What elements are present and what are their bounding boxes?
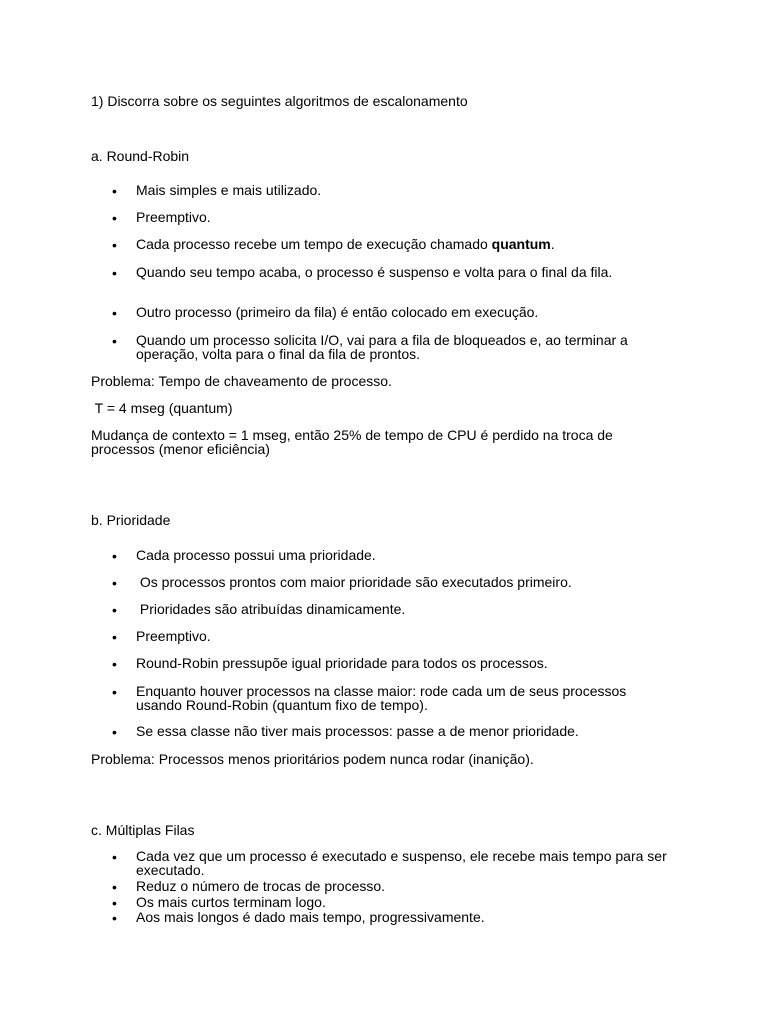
list-item-text: Preemptivo. <box>136 209 211 225</box>
bullet-icon: • <box>112 305 117 321</box>
bullet-icon: • <box>112 183 117 199</box>
bullet-icon: • <box>112 684 117 700</box>
list-item-text: Mais simples e mais utilizado. <box>136 182 322 198</box>
question-title: 1) Discorra sobre os seguintes algoritmos de escalonamento <box>91 93 468 109</box>
quantum-term: quantum <box>491 236 551 252</box>
bullet-icon: • <box>112 879 117 895</box>
list-item-text: Prioridades são atribuídas dinamicamente. <box>136 601 406 617</box>
section-heading-multiplas-filas: c. Múltiplas Filas <box>91 822 195 838</box>
list-item-text-part: . <box>550 236 555 252</box>
list-item-text: Reduz o número de trocas de processo. <box>136 878 386 894</box>
bullet-icon: • <box>112 849 117 865</box>
bullet-icon: • <box>112 333 117 349</box>
bullet-icon: • <box>112 265 117 281</box>
problem-note: Problema: Tempo de chaveamento de processo. <box>91 373 392 389</box>
list-item-text: Round-Robin pressupõe igual prioridade para todos os processos. <box>136 655 548 671</box>
list-item-text: Cada processo possui uma prioridade. <box>136 547 376 563</box>
list-item-text: Cada vez que um processo é executado e suspenso, ele recebe mais tempo para ser executado. <box>136 848 667 878</box>
context-switch-note: Mudança de contexto = 1 mseg, então 25% de tempo de CPU é perdido na troca de processos (menor eficiência) <box>91 427 613 457</box>
list-item-text: Os processos prontos com maior prioridade são executados primeiro. <box>136 574 572 590</box>
list-item-text: Outro processo (primeiro da fila) é então colocado em execução. <box>136 304 539 320</box>
bullet-icon: • <box>112 575 117 591</box>
list-item-text: Preemptivo. <box>136 628 211 644</box>
bullet-icon: • <box>112 656 117 672</box>
list-item-text: Quando um processo solicita I/O, vai para a fila de bloqueados e, ao terminar a operação, volta para o final da fila de prontos. <box>136 332 628 362</box>
bullet-icon: • <box>112 237 117 253</box>
list-item-text: Quando seu tempo acaba, o processo é suspenso e volta para o final da fila. <box>136 264 613 280</box>
list-item-text: Enquanto houver processos na classe maior: rode cada um de seus processos usando Round-Robin (quantum fixo de tempo). <box>136 683 627 713</box>
bullet-icon: • <box>112 724 117 740</box>
bullet-icon: • <box>112 629 117 645</box>
bullet-icon: • <box>112 548 117 564</box>
bullet-icon: • <box>112 602 117 618</box>
bullet-icon: • <box>112 910 117 926</box>
list-item-text: Se essa classe não tiver mais processos: passe a de menor prioridade. <box>136 723 579 739</box>
bullet-icon: • <box>112 210 117 226</box>
list-item-text: Os mais curtos terminam logo. <box>136 894 326 910</box>
list-item-text-part: Cada processo recebe um tempo de execução chamado <box>136 236 492 252</box>
section-heading-round-robin: a. Round-Robin <box>91 148 190 164</box>
list-item-text <box>136 237 676 251</box>
bullet-icon: • <box>112 895 117 911</box>
problem-note: Problema: Processos menos prioritários podem nunca rodar (inanição). <box>91 751 534 767</box>
quantum-note: T = 4 mseg (quantum) <box>91 400 233 416</box>
section-heading-prioridade: b. Prioridade <box>91 512 171 528</box>
list-item-text: Aos mais longos é dado mais tempo, progressivamente. <box>136 909 485 925</box>
